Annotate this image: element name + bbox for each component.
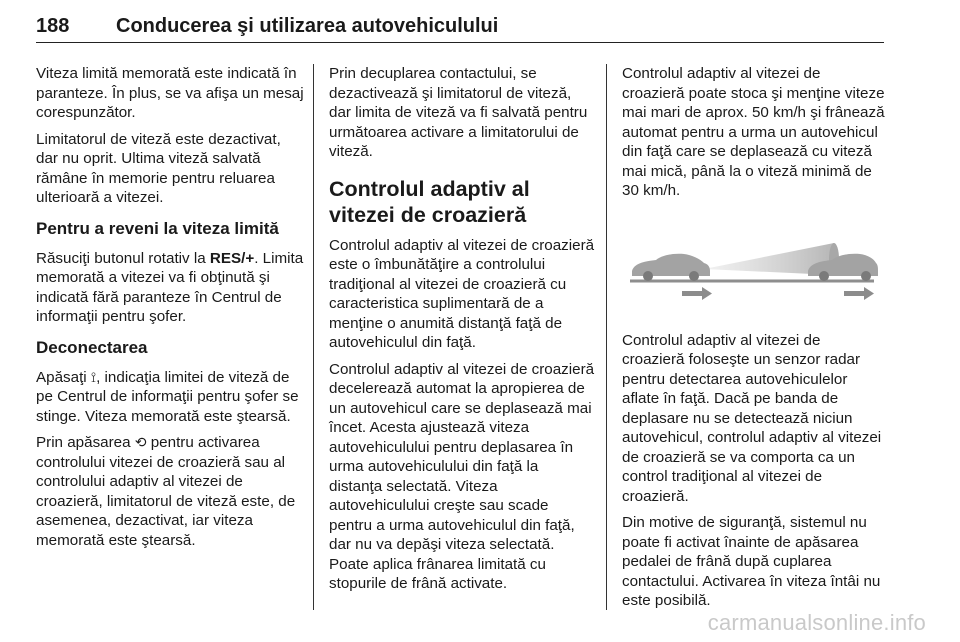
- watermark: carmanualsonline.info: [707, 610, 926, 635]
- rear-car-icon: [632, 253, 710, 280]
- motion-arrow-icon: [682, 287, 712, 300]
- paragraph: Apăsaţi ⟟, indicaţia limitei de viteză de pe Centrul de informaţii pentru şofer se stinge. Viteza memorată este ştearsă.: [36, 368, 299, 425]
- radar-illustration: [622, 213, 882, 321]
- cruise-control-icon: ⟲: [134, 434, 147, 450]
- column-2: [329, 64, 595, 601]
- column-3: [622, 64, 886, 618]
- paragraph: Viteza limită memorată este indicată în paranteze. În plus, se va afişa un mesaj corespunzător.: [36, 65, 304, 121]
- res-plus-label: RES/+: [209, 249, 255, 267]
- heading-return-to-limit: Pentru a reveni la viteza limită: [36, 218, 279, 238]
- paragraph: Controlul adaptiv al vitezei de croazieră poate stoca şi menţine viteze mai mari de aprox. 50 km/h şi frânează automat pentru a urma un autovehicul din faţă care se deplasează cu viteză mai mică, până la o viteză minimă de 30 km/h.: [622, 65, 885, 199]
- paragraph: Prin decuplarea contactului, se dezactivează şi limitatorul de viteză, dar limita de viteză va fi salvată pentru următoarea activare a limitatorului de viteză.: [329, 65, 588, 160]
- paragraph: Controlul adaptiv al vitezei de croazieră este o îmbunătăţire a controlului tradiţional al vitezei de croazieră cu caracteristica suplimentară de a menţine o anumită distanţă faţă de autovehiculul din faţă.: [329, 236, 595, 351]
- heading-disconnect: Deconectarea: [36, 337, 148, 357]
- page-title: Conducerea şi utilizarea autovehiculului: [116, 15, 499, 37]
- page-number: 188: [36, 15, 70, 37]
- paragraph: Limitatorul de viteză este dezactivat, dar nu oprit. Ultima viteză salvată rămâne în memorie pentru reluarea ulterioară a vitezei.: [36, 130, 281, 206]
- column-divider-2: [606, 64, 607, 610]
- column-1: [36, 64, 304, 557]
- speed-limiter-icon: ⟟: [90, 368, 97, 385]
- column-divider-1: [313, 64, 314, 610]
- paragraph: Controlul adaptiv al vitezei de croazieră decelerează automat la apropierea de un autovehicul care se deplasează mai încet. Acesta ajustează viteza autovehiculului pentru deplasarea în urma autovehiculului din faţă la distanţa selectată. Viteza autovehiculului creşte sau scade pentru a urma autovehiculul din faţă, dar nu va depăşi viteza selectată. Poate aplica frânarea limitată cu stopurile de frână activate.: [329, 360, 595, 592]
- radar-illustration-svg: [622, 213, 882, 321]
- page-header: [36, 14, 884, 43]
- paragraph: Controlul adaptiv al vitezei de croazieră foloseşte un senzor radar pentru detectarea autovehiculelor aflate în faţă. Dacă pe banda de deplasare nu se detectează niciun autovehicul, controlul adaptiv al vitezei de croazieră se va comporta ca un control tradiţional al vitezei de croazieră.: [622, 331, 882, 505]
- paragraph: Din motive de siguranţă, sistemul nu poate fi activat înainte de apăsarea pedalei de frână după cuplarea contactului. Activarea în viteza întâi nu este posibilă.: [622, 514, 881, 609]
- heading-adaptive-cruise: Controlul adaptiv al vitezei de croazieră: [329, 176, 530, 227]
- paragraph: Răsuciţi butonul rotativ la RES/+. Limita memorată a vitezei va fi obţinută şi indicată fără paranteze în Centrul de informaţii pentru şofer.: [36, 249, 304, 325]
- paragraph: Prin apăsarea ⟲ pentru activarea controlului vitezei de croazieră sau al controlului adaptiv al vitezei de croazieră, limitatorul de viteză este, de asemenea, dezactivat, iar viteza memorată este ştearsă.: [36, 434, 296, 549]
- motion-arrow-icon: [844, 287, 874, 300]
